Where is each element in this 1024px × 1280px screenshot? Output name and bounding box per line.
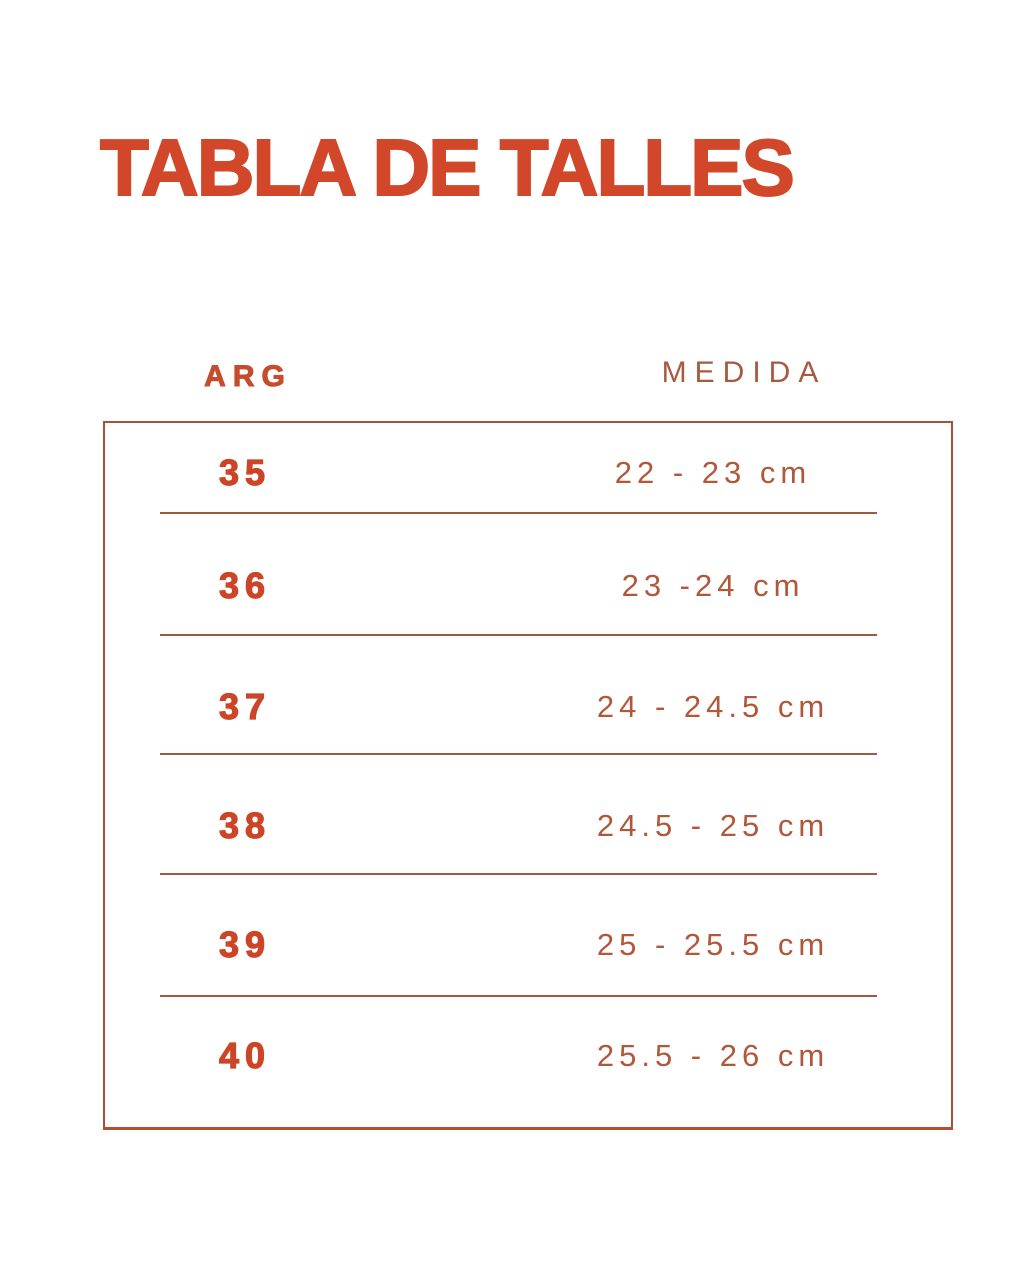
table-row xyxy=(105,755,951,873)
arg-size-cell: 36 xyxy=(218,565,272,607)
arg-size-cell: 35 xyxy=(218,451,272,493)
page-title: TABLA DE TALLES xyxy=(100,123,793,212)
medida-cell: 24 - 24.5 cm xyxy=(596,688,830,724)
size-table xyxy=(103,421,953,1130)
medida-cell: 25.5 - 26 cm xyxy=(596,1038,830,1074)
medida-cell: 25 - 25.5 cm xyxy=(596,927,830,963)
medida-cell: 23 -24 cm xyxy=(621,568,805,604)
table-row xyxy=(105,997,951,1127)
arg-size-cell: 37 xyxy=(218,685,272,727)
arg-size-cell: 39 xyxy=(218,924,272,966)
table-row xyxy=(105,423,951,512)
arg-size-cell: 40 xyxy=(218,1035,272,1077)
arg-size-cell: 38 xyxy=(218,805,272,847)
medida-cell: 22 - 23 cm xyxy=(614,454,812,490)
column-header-arg: ARG xyxy=(204,360,292,393)
table-row xyxy=(105,636,951,753)
column-header-medida: MEDIDA xyxy=(661,356,827,389)
table-row xyxy=(105,514,951,634)
table-row xyxy=(105,875,951,995)
medida-cell: 24.5 - 25 cm xyxy=(596,808,830,844)
